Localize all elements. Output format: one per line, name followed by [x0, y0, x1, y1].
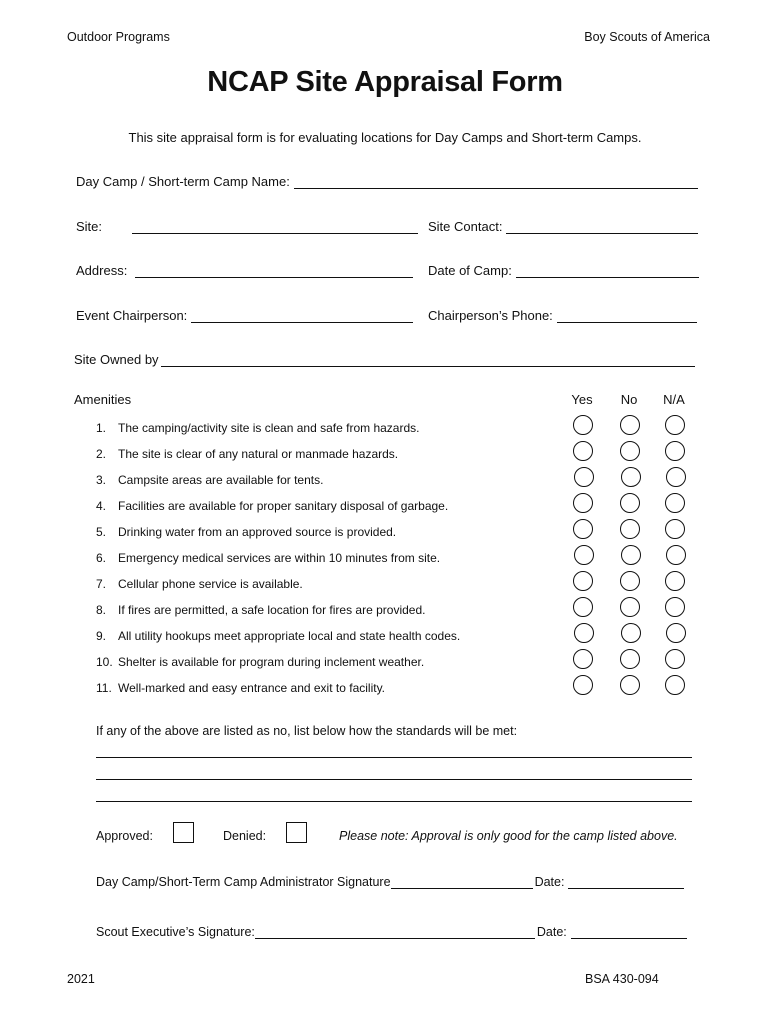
amenity-item: [96, 421, 419, 435]
radio-yes[interactable]: [573, 415, 593, 435]
amenity-item: [96, 473, 323, 487]
amenity-text: Campsite areas are available for tents.: [118, 473, 324, 487]
standards-line-2[interactable]: [96, 779, 692, 780]
site-contact-label: Site Contact:: [428, 219, 503, 234]
radio-yes[interactable]: [573, 649, 593, 669]
radio-yes[interactable]: [573, 675, 593, 695]
radio-no[interactable]: [621, 623, 641, 643]
col-yes: Yes: [571, 392, 593, 407]
amenity-item: [96, 603, 425, 617]
chair-phone-line[interactable]: [557, 308, 697, 323]
col-na: N/A: [663, 392, 685, 407]
site-line[interactable]: [132, 219, 418, 234]
amenity-number: 6.: [96, 551, 107, 565]
header-left: Outdoor Programs: [67, 30, 170, 44]
amenity-number: 9.: [96, 629, 107, 643]
scout-exec-signature-line[interactable]: [255, 925, 535, 939]
amenity-text: Shelter is available for program during inclement weather.: [118, 655, 425, 669]
admin-date-line[interactable]: [568, 875, 684, 889]
amenity-number: 11.: [96, 681, 112, 695]
date-of-camp-label: Date of Camp:: [428, 263, 512, 278]
site-label: Site:: [76, 219, 103, 234]
standards-prompt: If any of the above are listed as no, list below how the standards will be met:: [96, 724, 518, 738]
scout-exec-date-label: Date:: [536, 925, 567, 939]
approval-note: Please note: Approval is only good for the camp listed above.: [339, 829, 678, 843]
amenity-number: 4.: [96, 499, 107, 513]
event-chair-line[interactable]: [191, 308, 413, 323]
amenity-number: 8.: [96, 603, 107, 617]
radio-no[interactable]: [620, 571, 640, 591]
camp-name-field[interactable]: [76, 174, 698, 189]
amenity-text: Emergency medical services are within 10 minutes from site.: [118, 551, 441, 565]
approved-checkbox[interactable]: [173, 822, 194, 843]
radio-no[interactable]: [621, 467, 641, 487]
amenity-text: All utility hookups meet appropriate local and state health codes.: [118, 629, 461, 643]
standards-line-3[interactable]: [96, 801, 692, 802]
amenity-number: 2.: [96, 447, 107, 461]
scout-exec-date-line[interactable]: [571, 925, 687, 939]
site-contact-field[interactable]: [428, 219, 698, 234]
radio-na[interactable]: [665, 519, 685, 539]
radio-na[interactable]: [666, 623, 686, 643]
date-of-camp-field[interactable]: [428, 263, 699, 278]
amenity-text: Well-marked and easy entrance and exit to facility.: [118, 681, 386, 695]
radio-no[interactable]: [620, 649, 640, 669]
site-owned-label: Site Owned by: [74, 352, 159, 367]
amenity-item: [96, 629, 460, 643]
radio-no[interactable]: [620, 519, 640, 539]
page-title: NCAP Site Appraisal Form: [207, 66, 563, 98]
amenity-item: [96, 681, 385, 695]
radio-na[interactable]: [665, 441, 685, 461]
radio-na[interactable]: [665, 415, 685, 435]
amenity-number: 5.: [96, 525, 107, 539]
amenity-number: 3.: [96, 473, 107, 487]
col-no: No: [620, 392, 638, 407]
address-label: Address:: [76, 263, 128, 278]
amenity-text: Drinking water from an approved source is provided.: [118, 525, 397, 539]
event-chair-field[interactable]: [76, 308, 413, 323]
amenity-text: The camping/activity site is clean and safe from hazards.: [118, 421, 420, 435]
radio-no[interactable]: [620, 597, 640, 617]
radio-yes[interactable]: [573, 519, 593, 539]
amenity-number: 1.: [96, 421, 107, 435]
admin-signature-row: [96, 875, 684, 889]
chair-phone-label: Chairperson’s Phone:: [428, 308, 553, 323]
radio-no[interactable]: [620, 675, 640, 695]
site-field[interactable]: [76, 219, 418, 234]
amenities-label: Amenities: [74, 392, 132, 407]
event-chair-label: Event Chairperson:: [76, 308, 188, 323]
amenity-item: [96, 525, 396, 539]
address-field[interactable]: [76, 263, 413, 278]
scout-exec-signature-label: Scout Executive’s Signature:: [96, 925, 255, 939]
approved-label: Approved:: [96, 829, 153, 843]
amenity-item: [96, 655, 424, 669]
radio-yes[interactable]: [573, 571, 593, 591]
admin-date-label: Date:: [534, 875, 565, 889]
admin-signature-line[interactable]: [391, 875, 533, 889]
header-right: Boy Scouts of America: [584, 30, 710, 44]
radio-yes[interactable]: [574, 467, 594, 487]
amenity-text: Facilities are available for proper sanitary disposal of garbage.: [118, 499, 449, 513]
footer-form-id: BSA 430-094: [585, 972, 659, 986]
amenity-number: 7.: [96, 577, 107, 591]
amenity-item: [96, 551, 440, 565]
amenity-item: [96, 499, 448, 513]
chair-phone-field[interactable]: [428, 308, 697, 323]
standards-line-1[interactable]: [96, 757, 692, 758]
radio-yes[interactable]: [573, 493, 593, 513]
footer-year: 2021: [67, 972, 95, 986]
amenity-item: [96, 577, 303, 591]
radio-na[interactable]: [665, 649, 685, 669]
radio-no[interactable]: [621, 545, 641, 565]
site-owned-line[interactable]: [161, 352, 695, 367]
radio-na[interactable]: [665, 493, 685, 513]
radio-yes[interactable]: [573, 441, 593, 461]
radio-yes[interactable]: [574, 623, 594, 643]
site-owned-field[interactable]: [74, 352, 695, 367]
address-line[interactable]: [135, 263, 413, 278]
intro-text: This site appraisal form is for evaluating locations for Day Camps and Short-term Camps.: [128, 130, 642, 145]
date-of-camp-line[interactable]: [516, 263, 699, 278]
admin-signature-label: Day Camp/Short-Term Camp Administrator Signature: [96, 875, 391, 889]
radio-na[interactable]: [665, 597, 685, 617]
radio-na[interactable]: [665, 571, 685, 591]
amenity-number: 10.: [96, 655, 113, 669]
denied-label: Denied:: [223, 829, 267, 843]
radio-no[interactable]: [620, 493, 640, 513]
radio-no[interactable]: [620, 415, 640, 435]
denied-checkbox[interactable]: [286, 822, 307, 843]
amenity-text: Cellular phone service is available.: [118, 577, 303, 591]
amenity-text: If fires are permitted, a safe location for fires are provided.: [118, 603, 426, 617]
camp-name-line[interactable]: [294, 174, 698, 189]
camp-name-label: Day Camp / Short-term Camp Name:: [76, 174, 290, 189]
amenity-item: [96, 447, 398, 461]
amenity-text: The site is clear of any natural or manmade hazards.: [118, 447, 399, 461]
radio-na[interactable]: [666, 467, 686, 487]
radio-yes[interactable]: [573, 597, 593, 617]
site-contact-line[interactable]: [506, 219, 698, 234]
radio-yes[interactable]: [574, 545, 594, 565]
radio-no[interactable]: [620, 441, 640, 461]
scout-exec-signature-row: [96, 925, 687, 939]
radio-na[interactable]: [665, 675, 685, 695]
radio-na[interactable]: [666, 545, 686, 565]
